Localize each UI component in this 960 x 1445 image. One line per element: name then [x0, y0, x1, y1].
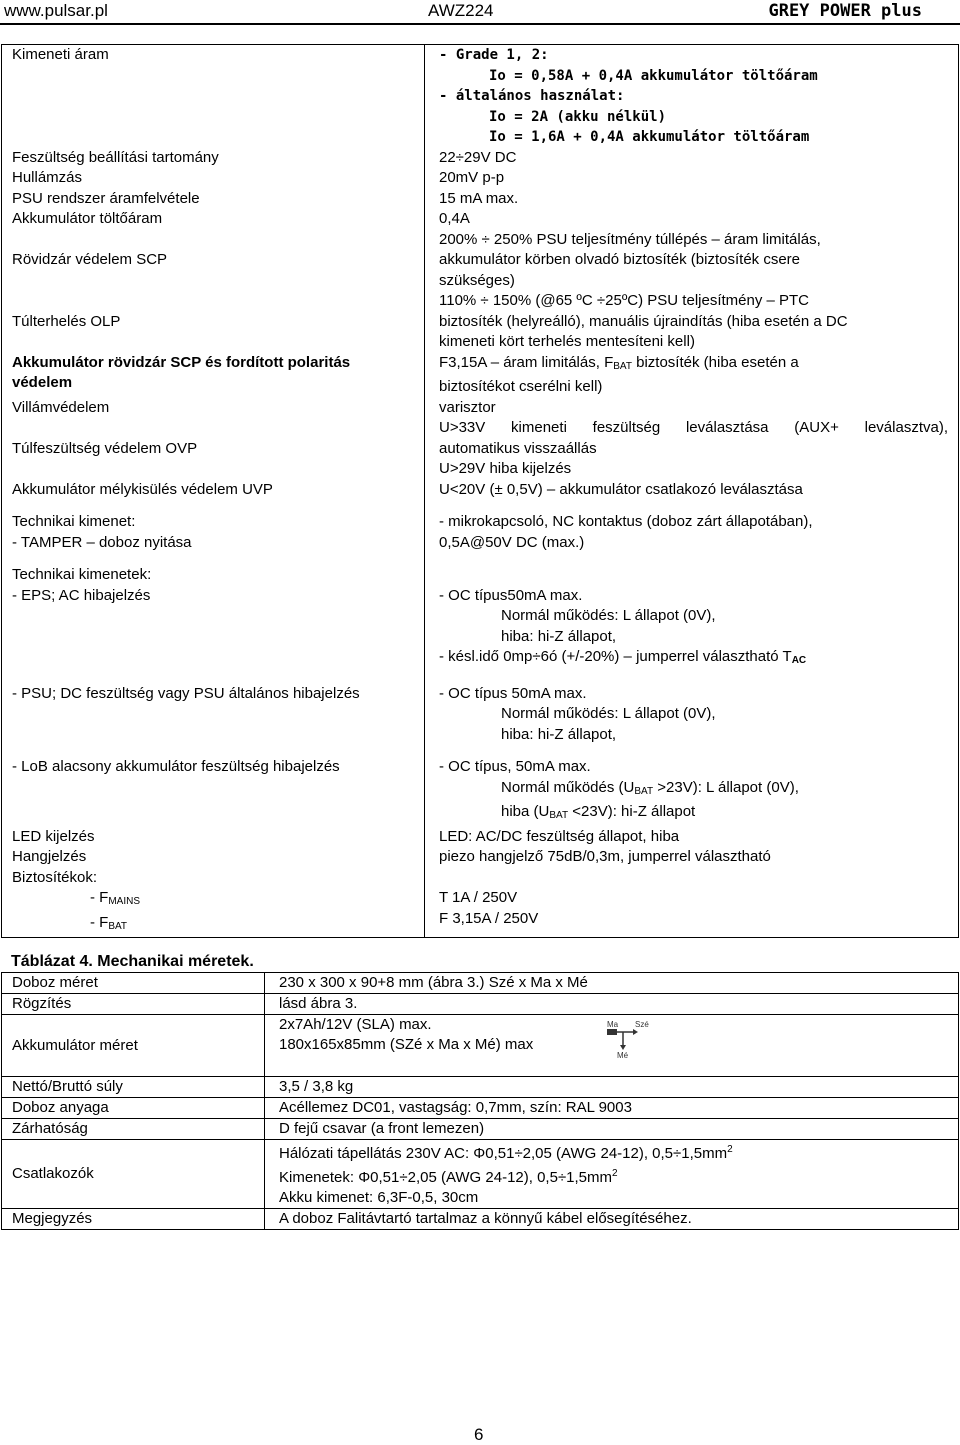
row-label: - PSU; DC feszültség vagy PSU általános hibajelzés [2, 672, 425, 746]
row-label: LED kijelzés [2, 827, 425, 848]
row-label: Megjegyzés [2, 1209, 265, 1230]
table-row [2, 847, 959, 868]
height-label: Ma [607, 1020, 619, 1029]
row-label: - LoB alacsony akkumulátor feszültség hibajelzés [2, 745, 425, 827]
width-label: Szé [635, 1020, 649, 1029]
table-row [2, 1098, 959, 1119]
row-label: Doboz méret [2, 973, 265, 994]
table-row [2, 353, 959, 398]
arrow-right-icon [633, 1029, 638, 1035]
row-label: Rögzítés [2, 994, 265, 1015]
row-value: U<20V (± 0,5V) – akkumulátor csatlakozó leválasztása [425, 480, 959, 501]
row-value: Acéllemez DC01, vastagság: 0,7mm, szín: RAL 9003 [265, 1098, 959, 1119]
table-row [2, 672, 959, 746]
row-value: piezo hangjelző 75dB/0,3m, jumperrel választható [425, 847, 959, 868]
row-value: 0,4A [425, 209, 959, 230]
product-name: GREY POWER plus [768, 1, 922, 21]
row-label: Kimeneti áram [2, 45, 425, 148]
table-row [2, 1015, 959, 1077]
row-label: Zárhatóság [2, 1119, 265, 1140]
model-name: AWZ224 [428, 1, 494, 20]
row-label: Akkumulátor méret [2, 1015, 265, 1077]
row-value: 20mV p-p [425, 168, 959, 189]
row-value: LED: AC/DC feszültség állapot, hiba [425, 827, 959, 848]
table-caption: Táblázat 4. Mechanikai méretek. [11, 953, 254, 970]
row-value: A doboz Falitávtartó tartalmaz a könnyű kábel elősegítéséhez. [265, 1209, 959, 1230]
table-row [2, 1077, 959, 1098]
row-value: 110% ÷ 150% (@65 ºC ÷25ºC) PSU teljesítmény – PTC biztosíték (helyreálló), manuális újraindítás (hiba esetén a DC kimeneti kört terhelés mentesíteni kell) [425, 291, 959, 353]
row-label: Hullámzás [2, 168, 425, 189]
row-value: 2x7Ah/12V (SLA) max. 180x165x85mm (SZé x Ma x Mé) max Ma Szé Mé [265, 1015, 959, 1077]
row-value: 15 mA max. [425, 189, 959, 210]
table-row [2, 45, 959, 148]
row-label: Csatlakozók [2, 1140, 265, 1209]
row-label: Túlterhelés OLP [2, 291, 425, 353]
table-row [2, 168, 959, 189]
website-link[interactable]: www.pulsar.pl [4, 1, 108, 20]
table-row [2, 1119, 959, 1140]
row-value: - OC típus, 50mA max. Normál működés $(U_{BAT} >23V)$: L állapot (0V), hiba $(U_{BAT} <23V)$: hi-Z állapot [425, 745, 959, 827]
row-label: Doboz anyaga [2, 1098, 265, 1119]
row-label: PSU rendszer áramfelvétele [2, 189, 425, 210]
table-row [2, 398, 959, 419]
row-value: F3,15A – áram limitálás, $F_{BAT}$ biztosíték (hiba esetén a biztosítékot cserélni kell) [425, 353, 959, 398]
row-value: - OC típus 50mA max. Normál működés: L állapot (0V), hiba: hi-Z állapot, [425, 672, 959, 746]
page-number: 6 [474, 1425, 484, 1444]
table-row [2, 994, 959, 1015]
row-label: Villámvédelem [2, 398, 425, 419]
row-value: D fejű csavar (a front lemezen) [265, 1119, 959, 1140]
table-row [2, 827, 959, 848]
row-value: varisztor [425, 398, 959, 419]
depth-label: Mé [617, 1051, 629, 1059]
table-row [2, 230, 959, 292]
table-row [2, 745, 959, 827]
row-value: lásd ábra 3. [265, 994, 959, 1015]
row-value: - OC típus50mA max. Normál működés: L állapot (0V), hiba: hi-Z állapot, - késl.idő 0mp÷6ó (+/-20%) – jumperrel választható $T_{AC}$ [425, 553, 959, 672]
table-row [2, 500, 959, 553]
row-value: Hálózati tápellátás 230V AC: Φ0,51÷2,05 (AWG 24-12), $0,5\div 1,5mm^2$ Kimenetek: Φ0,51÷2,05 (AWG 24-12), $0,5\div 1,5mm^2$ Akku kimenet: 6,3F-0,5, 30cm [265, 1140, 959, 1209]
row-value: - Grade 1, 2: Io = 0,58A + 0,4A akkumulátor töltőáram - általános használat: Io = 2A (akku nélkül) Io = 1,6A + 0,4A akkumulátor töltőáram [425, 45, 959, 148]
row-value: - mikrokapcsoló, NC kontaktus (doboz zárt állapotában), 0,5A@50V DC (max.) [425, 500, 959, 553]
row-label: Hangjelzés [2, 847, 425, 868]
table-row [2, 418, 959, 480]
row-label: Biztosítékok: - $F_{MAINS}$ - $F_{BAT}$ [2, 868, 425, 938]
table-row [2, 1209, 959, 1230]
table-row [2, 868, 959, 938]
row-label: Túlfeszültség védelem OVP [2, 418, 425, 480]
table-row [2, 209, 959, 230]
row-label: Rövidzár védelem SCP [2, 230, 425, 292]
row-label: Technikai kimenet: - TAMPER – doboz nyitása [2, 500, 425, 553]
table-row [2, 148, 959, 169]
row-label: Feszültség beállítási tartomány [2, 148, 425, 169]
page-header [0, 0, 960, 24]
row-value: 230 x 300 x 90+8 mm (ábra 3.) Szé x Ma x Mé [265, 973, 959, 994]
table-row [2, 189, 959, 210]
row-value: U>33V kimeneti feszültség leválasztása (AUX+ leválasztva), automatikus visszaállás U>29V hiba kijelzés [425, 418, 959, 480]
dimension-axes-icon [605, 1019, 655, 1059]
row-label: Akkumulátor mélykisülés védelem UVP [2, 480, 425, 501]
row-value: 200% ÷ 250% PSU teljesítmény túllépés – áram limitálás, akkumulátor körben olvadó biztosíték (biztosíték csere szükséges) [425, 230, 959, 292]
row-value: T 1A / 250V F 3,15A / 250V [425, 868, 959, 938]
dimension-bar-icon [607, 1029, 617, 1035]
table-row [2, 1140, 959, 1209]
header-divider [0, 23, 960, 25]
table-row [2, 480, 959, 501]
mechanical-table [1, 972, 959, 1230]
row-value: 3,5 / 3,8 kg [265, 1077, 959, 1098]
row-value: 22÷29V DC [425, 148, 959, 169]
row-label: Nettó/Bruttó súly [2, 1077, 265, 1098]
table-row [2, 973, 959, 994]
table-row [2, 553, 959, 672]
row-label: Akkumulátor töltőáram [2, 209, 425, 230]
arrow-down-icon [620, 1045, 626, 1050]
spec-table [1, 44, 959, 938]
table-row [2, 291, 959, 353]
row-label: Technikai kimenetek: - EPS; AC hibajelzés [2, 553, 425, 672]
row-label: Akkumulátor rövidzár SCP és fordított polaritás védelem [2, 353, 425, 398]
